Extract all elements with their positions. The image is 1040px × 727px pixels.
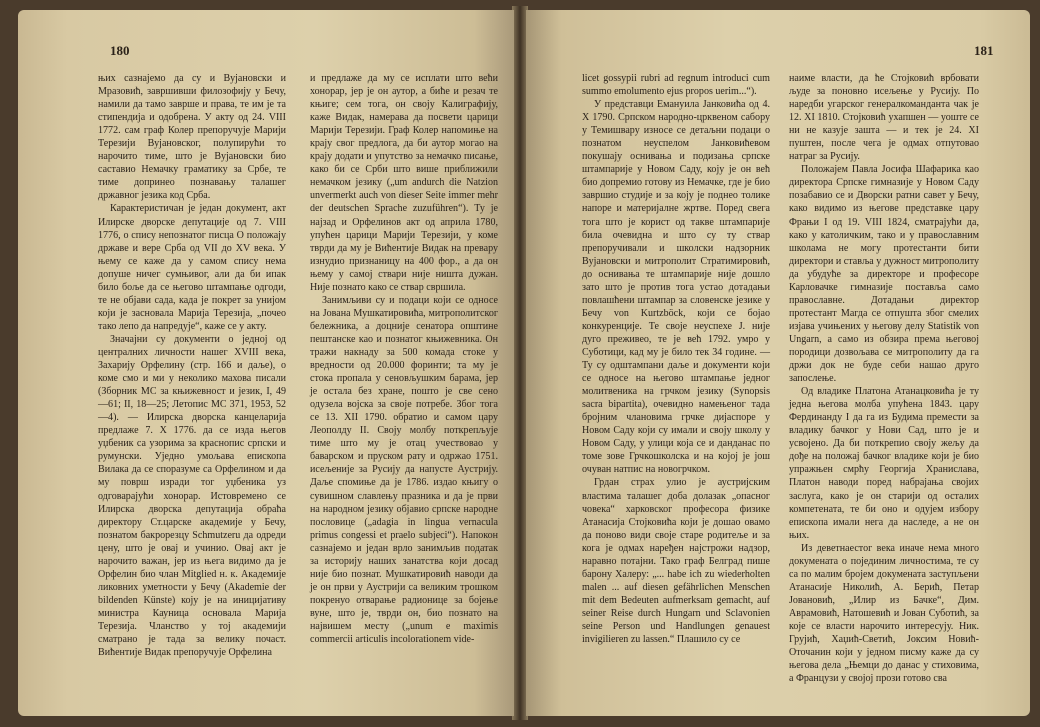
right-column-2 — [789, 72, 979, 685]
paragraph: Карактеристичан је један документ, акт Илирске дворске депутације од 7. VIII 1776, о спису непознатог писца О положају државе и вере Срба од VII до XV века. У њему се каже да у самом спису нема допуше ничег сумњивог, али да би ипак било боље да се његово штампање одгоди, те не објави сада, када је покрет за унијом који је засновала Марија Терезија, „почео тако лепо да напредује“, каже се у акту. — [98, 203, 286, 332]
left-page — [18, 10, 514, 716]
paragraph: Од владике Платона Атанацковића је ту једна његова молба упућена 1843. цару Фердинанду I да га из Будима премести за владику бачког у Нови Сад, што је и усвојено. Да би поткрепио своју жељу да дође на положај бачког владике који је био упражњен смрћу Георгија Храниславa, Платон наводи поред набрајања својих заслуга, како је он старији од осталих компетената, те би оно и одујем избору епископа имали нега да наследе, а не он њих. — [789, 386, 979, 541]
paragraph: licet gossypii rubri ad regnum introduci cum summo emolumento ejus propos uerim...“). — [582, 73, 770, 98]
paragraph: Из деветнаестог века иначе нема много докумената о појединим личностима, те су са по малим бројем докумената заступљени Атанасије Николић, А. Берић, Петар Јовановић, „Илир из Бачке“, Дим. Аврамовић, Натошевић и Јован Суботић, за које се власти нарочито интересују. Ник. Грујић, Хаџић-Светић, Јоксим Новић-Оточанин који у једном писму каже да су његова дела „Њемци до данас у стиховима, а Французи у својој прози готово сва — [789, 542, 979, 685]
page-number: 180 — [110, 43, 130, 58]
left-column-1 — [98, 72, 286, 659]
paragraph: наиме власти, да ће Стојковић врбовати људе за поновно исељење у Русију. По наредби угарског генералкоманданта чак је 12. XI 1810. Стојковић ухапшен — уоште се ни не казује зашта — и тек је 24. XI пуштен, после чега је одмах отпутовао натраг за Русију. — [789, 73, 979, 163]
right-column-1 — [582, 72, 770, 646]
paragraph: и предлаже да му се исплати што већи хонорар, јер је он аутор, а биће и резач те књиге; сем тога, он своју Калиграфију, каже Видак, намерава да посвети царици Марији Терезији. Граф Колер напомиње на крају свог предлога, да би аутор могао на крају додати и упутство за немачко писање, како би се Срби што више приближили немачком језику („um andurch die Natzion unvermerkt auch von dieser Seite immer mehr der deutschen Sprache zuzuführen“). Ту је најзад и Орфелинов акт од априла 1780, упућен царици Марији Терезији, у коме тврди да му је Вићентије Видак на превару изнудио признаницу на 400 фор., а да он њему у самој ствари није ништа дужан. Није познато како се ствар свршила. — [310, 73, 498, 293]
paragraph: Грдан страх улио је аустријским властима талашег доба долазак „опасног човека“ харковског професора физике Атанасија Стојковића који је дошао овамо да поново види своје старе родитеље и за кога је одмах наређен најстрожи надзор, наравно потајни. Тако граф Белград пише барону Халеру: „... habe ich zu wiederholten malen ... auf diesen gefährlichen Menschen mit dem Bedeuten aufmerksam gemacht, auf seiner Reise durch Hungarn und Sclavonien seine Person und Handlungen genauest invigilieren zu lassen.“ Плашило су се — [582, 477, 770, 646]
left-column-2 — [310, 72, 498, 646]
right-page — [526, 10, 1030, 716]
page-number: 181 — [974, 43, 994, 58]
paragraph: У представци Емануила Јанковића од 4. X 1790. Српском народно-црквеном сабору у Темишвару износе се детаљни подаци о познатом неуспелом Јанковићевом покушају оснивања и подизања српске штампарије у Новом Саду, коју је он већ био допремио готову из Немачке, где је био завршио студије и за коју је поднео толике напоре и материјалне жртве. Поред свега тога што је корист од такве штампарије била очевидна и што су ту ствар препоручивали и школски надзорник Вујановски и митрополит Стратимировић, до оснивања те штампарије није дошло зато што је против тога устао дотадањи повлашћени штампар за словенске језике у Бечу von Kurtzböck, који се бојао конкуренције. Те своје неуспехе Ј. није дуго преживео, те је већ 1792. умро у Суботици, кад му је било тек 34 године. — Ту су одштампани даље и документи који се односе на његово штампање једног молитвеника на грчком језику (Synopsis sacra bipartita), очевидно намењеног тада бројним члановима грчке дијаспоре у Новом Саду који су имали и своју школу у Новом Саду, у улици која се и данданас по томе зове Грчкошколска и на којој је још очуван натпис на новогрчком. — [582, 99, 770, 476]
paragraph: њих сазнајемо да су и Вујановски и Мразовић, завршивши филозофију у Бечу, намили да тамо заврше и права, те им је та стипендија и одобрена. У акту од 24. VIII 1772. сам граф Колер препоручује Марији Терезији Вујановског, полупирући то нарочито тиме, што је Вујановски био саставио Немачку граматику за Србе, те тиме допринео познавању талашег државног језика код Срба. — [98, 73, 286, 202]
paragraph: Занимљиви су и подаци који се односе на Јована Мушкатировића, митрополитског бележника, а доцније сенатора општине пештанске као и познатог књижевника. Он тражи накнаду за 500 комада стоке у вредности од 20.000 форинти; та му је стока пропала у сеновљушким барама, јер је остала без хране, пошто је све сено одузела војска за своје потребе. Због тога се 13. XII 1790. обратио и самом цару Леополду II. Своју молбу поткрепљује тиме што му је отац учествовао у баварском и пруском рату и одржао 1751. исељеније за Русију да напусте Аустрију. Даље спомиње да је 1786. издао књигу о сувишном славлењу празника и да је први на народном језику објавио српске народне пословице („adagia in lingua vernacula primus congessi et praelo subjeci“). Напокон сазнајемо и један врло занимљив податак за историју наших занатства који досад није био познат. Мушкатировић наводи да је он први у Аустрији са великим трошком покренуо отварање радионице за бојење вуне, што је, тврди он, био познато на највишем месту („unum e maximis commercii articulis incolorationem vide- — [310, 294, 498, 646]
paragraph: Значајни су документи о једној од централних личности нашег XVIII века, Захарију Орфелину (стр. 166 и даље), о коме смо и ми у неколико махова писали (Зборник МС за књижевност и језик, I, 49—61; II, 18—25; Летопис МС 371, 1953, 52—4). — Илирска дворска канцеларија предлаже 7. X 1776. да се изда његов уџбеник са узорима за краснопис српски и румунски. Уједно умољава епископа Вилака да се споразуме са Орфелином и да му површ изради тог уџбеника уз одговарајући хонорар. Истовремено се Илирска дворска депутација обраћа директору Ст.царске академије у Бечу, познатом бакрорезцу Schmutzeru да одреди цену, што је овај и учинио. Овај акт је нарочито важан, јер из њега видимо да је Орфелин био члан Mitglied н. к. Академије ликовних уметности у Бечу (Akademie der bildenden Künste) коју је на иницијативу министра Кауница основала Марија Терезија. Чланство у тој академији сматрано је тада за велику почаст. Вићентије Видак препоручује Орфелина — [98, 333, 286, 659]
paragraph: Положајем Павла Јосифа Шафарика као директора Српске гимназије у Новом Саду позабавио се и Дворски ратни савет у Бечу, како видимо из његове представке цару Фрањи I од 19. VIII 1824, сматрајући да, како у католичким, тако и у православним школама не могу протестанти бити директори и ставља у дужност митрополиту да убудуће за директоре и професоре Карловачке гимназије поставља само православне. Дотадањи директор протестант Магда се отпушта због смелих изјава учињених у његову делу Statistik von Ungarn, а само из обзира према његовој породици дозвољава се митрополиту да га држи док не буде себи нашао друго запослење. — [789, 164, 979, 385]
